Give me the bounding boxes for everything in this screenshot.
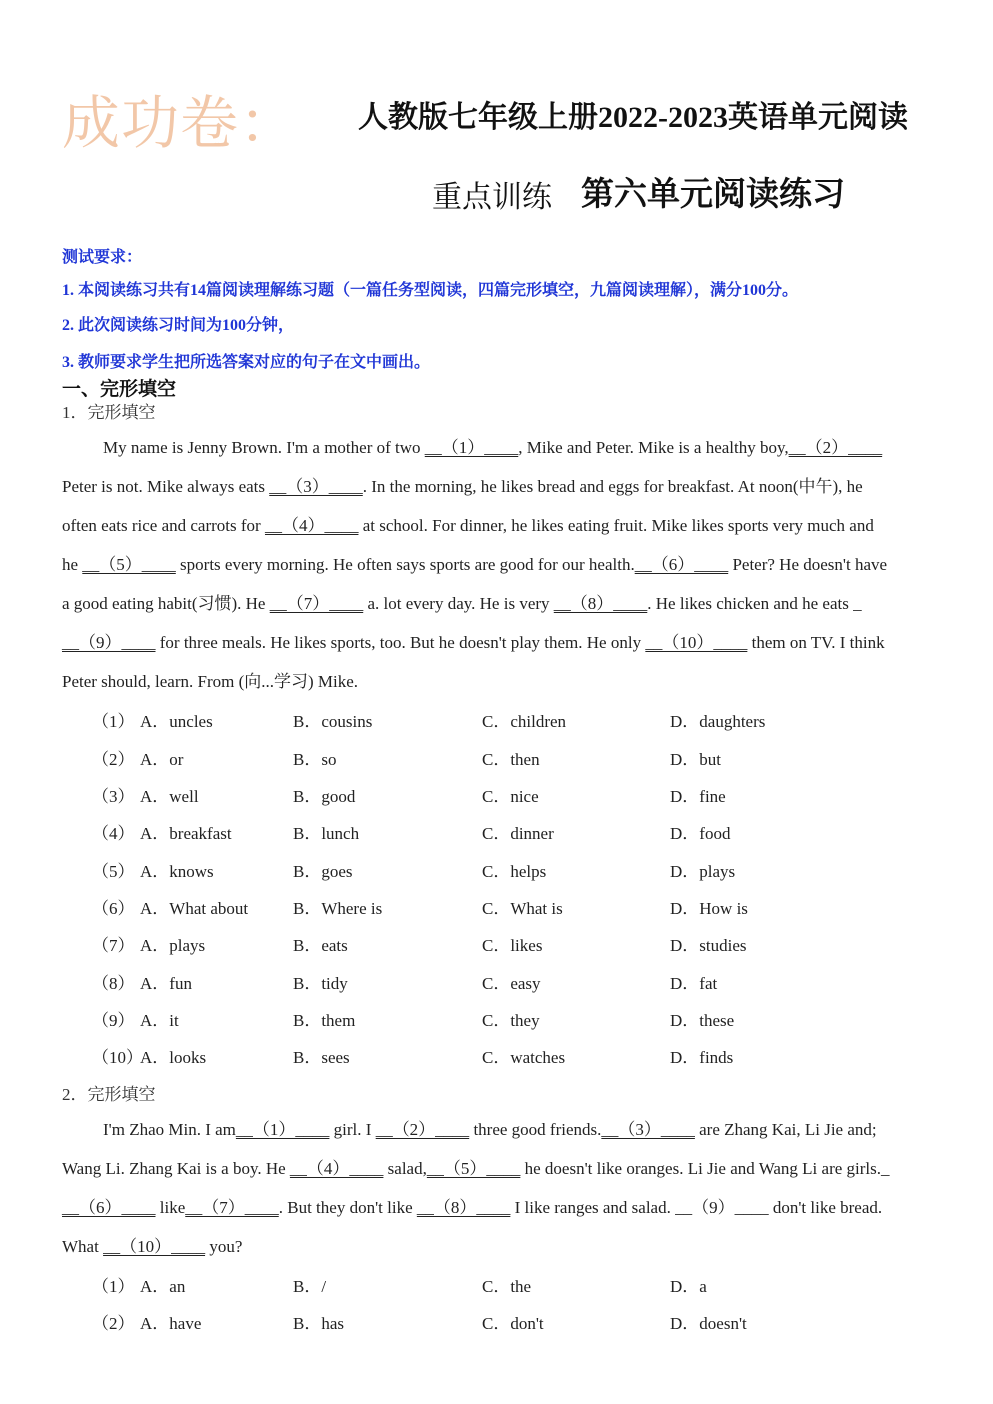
blank: __（1）____ <box>235 1120 330 1139</box>
option-d[interactable]: D．but <box>670 750 721 769</box>
requirement-item: 2. 此次阅读练习时间为100分钟， <box>62 317 295 334</box>
question-heading: 2．完形填空 <box>62 1085 156 1104</box>
option-c[interactable]: C．watches <box>482 1048 566 1067</box>
option-number: （6） <box>92 899 135 918</box>
passage-text: . But they don't like <box>278 1198 417 1217</box>
blank: __（9）____ <box>62 633 156 652</box>
option-d[interactable]: D．these <box>670 1011 735 1030</box>
passage-line <box>62 1110 934 1149</box>
passage-text: I'm Zhao Min. I am <box>103 1120 236 1139</box>
passage-text: a. lot every day. He is very <box>363 594 554 613</box>
requirement-item: 3. 教师要求学生把所选答案对应的句子在文中画出。 <box>62 354 431 371</box>
passage-text: for three meals. He likes sports, too. But he doesn't play them. He only <box>155 633 646 652</box>
option-number: （4） <box>92 824 135 843</box>
option-number: （2） <box>92 1314 135 1333</box>
passage-line <box>62 428 934 467</box>
passage-line <box>62 662 934 701</box>
option-d[interactable]: D．fat <box>670 974 718 993</box>
subtitle-label: 重点训练 <box>432 181 552 214</box>
option-number: （8） <box>92 974 135 993</box>
option-number: （2） <box>92 750 135 769</box>
option-a[interactable]: A．an <box>140 1277 186 1296</box>
subtitle-main: 第六单元阅读练习 <box>581 174 845 213</box>
passage-2 <box>62 1110 934 1266</box>
passage-text: you? <box>205 1237 243 1256</box>
option-a[interactable]: A．or <box>140 750 184 769</box>
option-d[interactable]: D．studies <box>670 936 747 955</box>
passage-line <box>62 623 934 662</box>
blank: __（5）____ <box>426 1159 521 1178</box>
passage-line <box>62 1227 934 1266</box>
option-c[interactable]: C．easy <box>482 974 541 993</box>
passage-text: often eats rice and carrots for <box>62 516 265 535</box>
passage-line <box>62 1149 934 1188</box>
option-number: （3） <box>92 787 135 806</box>
passage-text: girl. I <box>329 1120 376 1139</box>
option-number: （10） <box>92 1048 143 1067</box>
passage-text: My name is Jenny Brown. I'm a mother of two <box>103 438 425 457</box>
option-number: （1） <box>92 1277 135 1296</box>
requirements-heading: 测试要求： <box>62 249 143 266</box>
passage-text: . In the morning, he likes bread and eggs for breakfast. At noon(中午), he <box>362 477 863 496</box>
passage-text: he <box>62 555 83 574</box>
passage-text: salad, <box>383 1159 427 1178</box>
option-c[interactable]: C．helps <box>482 862 547 881</box>
passage-text: . He likes chicken and he eats _ <box>647 594 862 613</box>
option-b[interactable]: B．Where is <box>293 899 383 918</box>
option-b[interactable]: B．tidy <box>293 974 348 993</box>
passage-line <box>62 506 934 545</box>
option-b[interactable]: B．cousins <box>293 712 373 731</box>
blank: __（7）____ <box>185 1198 279 1217</box>
option-number: （7） <box>92 936 135 955</box>
passage-text: are Zhang Kai, Li Jie and; <box>694 1120 877 1139</box>
option-b[interactable]: B．lunch <box>293 824 360 843</box>
option-a[interactable]: A．it <box>140 1011 179 1030</box>
passage-text: Peter is not. Mike always eats <box>62 477 270 496</box>
option-a[interactable]: A．have <box>140 1314 202 1333</box>
blank: __（4）____ <box>264 516 359 535</box>
blank: __（6）____ <box>634 555 729 574</box>
passage-text: I like ranges and salad. __（9）____ don't like bread. <box>510 1198 883 1217</box>
option-b[interactable]: B．has <box>293 1314 344 1333</box>
option-number: （1） <box>92 712 135 731</box>
brand-watermark: 成功卷： <box>62 89 299 157</box>
passage-text: , Mike and Peter. Mike is a healthy boy, <box>518 438 789 457</box>
option-b[interactable]: B．goes <box>293 862 353 881</box>
option-b[interactable]: B．them <box>293 1011 356 1030</box>
blank: __（3）____ <box>269 477 363 496</box>
option-c[interactable]: C．likes <box>482 936 543 955</box>
passage-text: like <box>155 1198 186 1217</box>
passage-text: sports every morning. He often says sports are good for our health. <box>175 555 635 574</box>
option-c[interactable]: C．What is <box>482 899 563 918</box>
passage-text: them on TV. I think <box>747 633 885 652</box>
passage-text: Peter should, learn. From (向...学习) Mike. <box>62 672 359 691</box>
option-a[interactable]: A．knows <box>140 862 214 881</box>
option-a[interactable]: A．plays <box>140 936 206 955</box>
blank: __（5）____ <box>82 555 176 574</box>
passage-text: at school. For dinner, he likes eating fruit. Mike likes sports very much and <box>358 516 874 535</box>
option-b[interactable]: B．/ <box>293 1277 327 1296</box>
option-c[interactable]: C．nice <box>482 787 539 806</box>
passage-line <box>62 467 934 506</box>
option-a[interactable]: A．looks <box>140 1048 207 1067</box>
option-c[interactable]: C．children <box>482 712 567 731</box>
blank: __（2）____ <box>788 438 883 457</box>
passage-text: What <box>62 1237 104 1256</box>
option-b[interactable]: B．eats <box>293 936 348 955</box>
blank: __（8）____ <box>416 1198 511 1217</box>
passage-text: three good friends. <box>469 1120 602 1139</box>
option-a[interactable]: A．uncles <box>140 712 213 731</box>
passage-text: Peter? He doesn't have <box>728 555 888 574</box>
option-c[interactable]: C．don't <box>482 1314 544 1333</box>
option-c[interactable]: C．the <box>482 1277 532 1296</box>
blank: __（2）____ <box>375 1120 470 1139</box>
blank: __（1）____ <box>424 438 519 457</box>
blank: __（7）____ <box>269 594 364 613</box>
passage-line <box>62 584 934 623</box>
blank: __（6）____ <box>62 1198 156 1217</box>
option-d[interactable]: D．plays <box>670 862 736 881</box>
option-b[interactable]: B．so <box>293 750 337 769</box>
option-c[interactable]: C．then <box>482 750 540 769</box>
blank: __（10）____ <box>103 1237 206 1256</box>
option-a[interactable]: A．fun <box>140 974 192 993</box>
option-d[interactable]: D．a <box>670 1277 707 1296</box>
option-a[interactable]: A．well <box>140 787 199 806</box>
passage-line <box>62 545 934 584</box>
option-d[interactable]: D．fine <box>670 787 726 806</box>
option-number: （9） <box>92 1011 135 1030</box>
option-c[interactable]: C．dinner <box>482 824 554 843</box>
option-b[interactable]: B．sees <box>293 1048 350 1067</box>
section-title: 一、完形填空 <box>62 378 177 400</box>
passage-line <box>62 1188 934 1227</box>
option-c[interactable]: C．they <box>482 1011 540 1030</box>
blank: __（10）____ <box>645 633 748 652</box>
requirement-item: 1. 本阅读练习共有14篇阅读理解练习题（一篇任务型阅读，四篇完形填空，九篇阅读理解），满分100分。 <box>62 282 799 299</box>
passage-text: he doesn't like oranges. Li Jie and Wang Li are girls._ <box>520 1159 890 1178</box>
option-d[interactable]: D．daughters <box>670 712 766 731</box>
blank: __（4）____ <box>289 1159 384 1178</box>
option-d[interactable]: D．How is <box>670 899 748 918</box>
question-heading: 1．完形填空 <box>62 403 156 422</box>
passage-1 <box>62 428 934 701</box>
option-d[interactable]: D．doesn't <box>670 1314 747 1333</box>
option-number: （5） <box>92 862 135 881</box>
blank: __（8）____ <box>553 594 648 613</box>
option-a[interactable]: A．breakfast <box>140 824 232 843</box>
passage-text: Wang Li. Zhang Kai is a boy. He <box>62 1159 290 1178</box>
passage-text: a good eating habit(习惯). He <box>62 594 270 613</box>
option-b[interactable]: B．good <box>293 787 356 806</box>
page-title: 人教版七年级上册2022-2023英语单元阅读 <box>358 101 908 134</box>
option-d[interactable]: D．finds <box>670 1048 734 1067</box>
option-d[interactable]: D．food <box>670 824 731 843</box>
option-a[interactable]: A．What about <box>140 899 249 918</box>
blank: __（3）____ <box>601 1120 695 1139</box>
